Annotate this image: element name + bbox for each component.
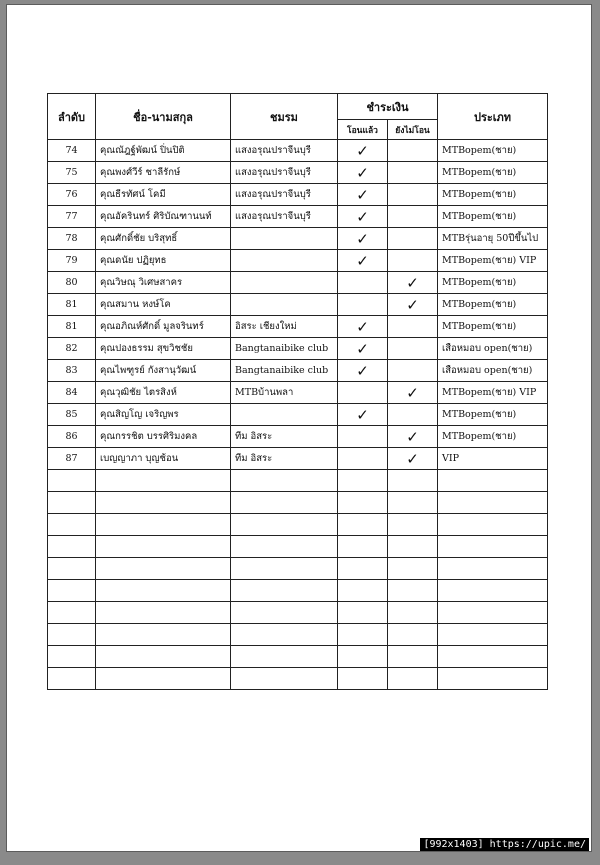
empty-cell [338,602,388,624]
header-payment: ชำระเงิน [338,94,438,120]
empty-cell [96,602,231,624]
empty-row [48,470,548,492]
empty-cell [96,470,231,492]
table-row [48,294,548,316]
empty-cell [338,668,388,690]
cell-club: อิสระ เชียงใหม่ [231,316,338,338]
cell-type: MTBopem(ชาย) [438,206,548,228]
empty-cell [96,580,231,602]
cell-name: คุณปองธรรม สุขวิชชัย [96,338,231,360]
cell-unpaid: ✓ [388,382,438,404]
cell-unpaid: ✓ [388,294,438,316]
empty-cell [438,470,548,492]
table-row [48,448,548,470]
cell-type: MTBopem(ชาย) [438,272,548,294]
cell-type: MTBopem(ชาย) [438,404,548,426]
cell-unpaid: ✓ [388,448,438,470]
cell-no: 75 [48,162,96,184]
empty-cell [338,624,388,646]
cell-no: 79 [48,250,96,272]
cell-club: ทีม อิสระ [231,426,338,448]
cell-type: MTBopem(ชาย) VIP [438,250,548,272]
header-no: ลำดับ [48,94,96,140]
cell-club [231,272,338,294]
table-row [48,206,548,228]
table-row [48,250,548,272]
table-row [48,426,548,448]
empty-cell [438,580,548,602]
cell-name: คุณอภิณห์ศักดิ์ มูลจรินทร์ [96,316,231,338]
empty-cell [438,602,548,624]
empty-cell [231,668,338,690]
header-row [48,94,548,120]
cell-unpaid: ✓ [388,426,438,448]
cell-no: 82 [48,338,96,360]
empty-cell [96,514,231,536]
empty-cell [338,580,388,602]
cell-name: คุณณัฎฐ์พัฒน์ ปิ่นปิติ [96,140,231,162]
cell-club: Bangtanaibike club [231,338,338,360]
empty-cell [338,558,388,580]
cell-unpaid [388,250,438,272]
cell-unpaid [388,206,438,228]
cell-name: คุณวุฒิชัย ไตรสิงห์ [96,382,231,404]
header-name: ชื่อ-นามสกุล [96,94,231,140]
cell-paid: ✓ [338,250,388,272]
cell-no: 84 [48,382,96,404]
cell-type: MTBopem(ชาย) [438,294,548,316]
cell-no: 81 [48,294,96,316]
cell-type: VIP [438,448,548,470]
empty-cell [48,646,96,668]
table-row [48,272,548,294]
empty-cell [388,646,438,668]
cell-type: MTBopem(ชาย) [438,140,548,162]
cell-paid: ✓ [338,228,388,250]
empty-cell [388,470,438,492]
cell-no: 86 [48,426,96,448]
cell-club: แสงอรุณปราจีนบุรี [231,162,338,184]
cell-paid [338,272,388,294]
cell-type: เสือหมอบ open(ชาย) [438,338,548,360]
cell-paid [338,426,388,448]
empty-cell [48,602,96,624]
table-row [48,382,548,404]
cell-type: MTBopem(ชาย) [438,316,548,338]
cell-unpaid [388,140,438,162]
empty-row [48,624,548,646]
cell-paid: ✓ [338,184,388,206]
cell-paid [338,382,388,404]
cell-club [231,294,338,316]
cell-paid: ✓ [338,140,388,162]
cell-no: 80 [48,272,96,294]
empty-cell [48,668,96,690]
empty-cell [438,492,548,514]
cell-no: 81 [48,316,96,338]
empty-row [48,668,548,690]
empty-cell [231,602,338,624]
table-row [48,360,548,382]
cell-paid: ✓ [338,360,388,382]
cell-name: คุณศักดิ์ชัย บริสุทธิ์ [96,228,231,250]
empty-cell [231,514,338,536]
cell-club: แสงอรุณปราจีนบุรี [231,140,338,162]
cell-type: MTBopem(ชาย) [438,426,548,448]
empty-cell [388,668,438,690]
empty-row [48,492,548,514]
empty-row [48,646,548,668]
empty-cell [231,580,338,602]
cell-name: คุณไพฑูรย์ กังสานุวัฒน์ [96,360,231,382]
empty-cell [388,558,438,580]
cell-paid: ✓ [338,338,388,360]
cell-unpaid [388,316,438,338]
table-row [48,162,548,184]
cell-no: 74 [48,140,96,162]
empty-row [48,536,548,558]
empty-row [48,558,548,580]
cell-club [231,250,338,272]
table-body [48,140,548,690]
cell-club: MTBบ้านพลา [231,382,338,404]
cell-name: คุณพงศ์วีร์ ชาลีรักษ์ [96,162,231,184]
cell-unpaid [388,338,438,360]
empty-cell [438,624,548,646]
cell-no: 77 [48,206,96,228]
empty-cell [438,646,548,668]
cell-no: 83 [48,360,96,382]
cell-club: Bangtanaibike club [231,360,338,382]
table-row [48,404,548,426]
cell-unpaid [388,162,438,184]
table-row [48,316,548,338]
empty-cell [96,558,231,580]
cell-name: เบญญาภา บุญช้อน [96,448,231,470]
cell-club [231,228,338,250]
cell-name: คุณสิญโญ เจริญพร [96,404,231,426]
empty-cell [231,624,338,646]
empty-cell [48,536,96,558]
empty-cell [231,470,338,492]
cell-name: คุณวิษณุ วิเศษสาคร [96,272,231,294]
empty-cell [338,536,388,558]
empty-cell [96,624,231,646]
cell-unpaid [388,228,438,250]
table-row [48,140,548,162]
empty-cell [231,646,338,668]
cell-type: MTBopem(ชาย) [438,184,548,206]
empty-cell [48,514,96,536]
cell-paid [338,448,388,470]
empty-cell [438,668,548,690]
empty-cell [388,536,438,558]
cell-name: คุณอัครินทร์ ศิริบัณฑานนท์ [96,206,231,228]
watermark: [992x1403] https://upic.me/ [420,838,589,851]
cell-no: 78 [48,228,96,250]
registration-table [47,93,548,690]
empty-cell [338,514,388,536]
empty-cell [438,514,548,536]
cell-paid: ✓ [338,206,388,228]
cell-no: 85 [48,404,96,426]
cell-paid: ✓ [338,316,388,338]
cell-paid: ✓ [338,404,388,426]
cell-name: คุณดนัย ปฏิยุทธ [96,250,231,272]
empty-cell [48,624,96,646]
table-row [48,338,548,360]
cell-paid: ✓ [338,162,388,184]
cell-no: 76 [48,184,96,206]
empty-cell [438,558,548,580]
empty-cell [438,536,548,558]
cell-type: เสือหมอบ open(ชาย) [438,360,548,382]
empty-cell [338,470,388,492]
empty-cell [96,646,231,668]
empty-cell [48,558,96,580]
empty-row [48,580,548,602]
table-row [48,228,548,250]
cell-unpaid: ✓ [388,272,438,294]
empty-cell [388,580,438,602]
cell-type: MTBรุ่นอายุ 50ปีขึ้นไป [438,228,548,250]
header-club: ชมรม [231,94,338,140]
cell-name: คุณกรรชิต บรรศิริมงคล [96,426,231,448]
header-unpaid: ยังไม่โอน [388,120,438,140]
empty-cell [231,558,338,580]
cell-name: คุณสมาน หงษ์โค [96,294,231,316]
empty-cell [96,492,231,514]
cell-club: ทีม อิสระ [231,448,338,470]
empty-cell [231,536,338,558]
empty-cell [338,492,388,514]
cell-unpaid [388,404,438,426]
cell-type: MTBopem(ชาย) VIP [438,382,548,404]
header-type: ประเภท [438,94,548,140]
empty-cell [338,646,388,668]
cell-unpaid [388,360,438,382]
table-row [48,184,548,206]
header-paid: โอนแล้ว [338,120,388,140]
empty-row [48,602,548,624]
empty-cell [388,624,438,646]
cell-no: 87 [48,448,96,470]
empty-cell [48,470,96,492]
document-page [6,4,592,852]
cell-type: MTBopem(ชาย) [438,162,548,184]
empty-cell [96,668,231,690]
empty-cell [388,492,438,514]
empty-cell [48,580,96,602]
cell-club: แสงอรุณปราจีนบุรี [231,206,338,228]
empty-cell [231,492,338,514]
cell-name: คุณธีรทัศน์ โคมี [96,184,231,206]
empty-row [48,514,548,536]
cell-unpaid [388,184,438,206]
empty-cell [388,602,438,624]
empty-cell [48,492,96,514]
cell-club [231,404,338,426]
empty-cell [96,536,231,558]
empty-cell [388,514,438,536]
cell-club: แสงอรุณปราจีนบุรี [231,184,338,206]
cell-paid [338,294,388,316]
